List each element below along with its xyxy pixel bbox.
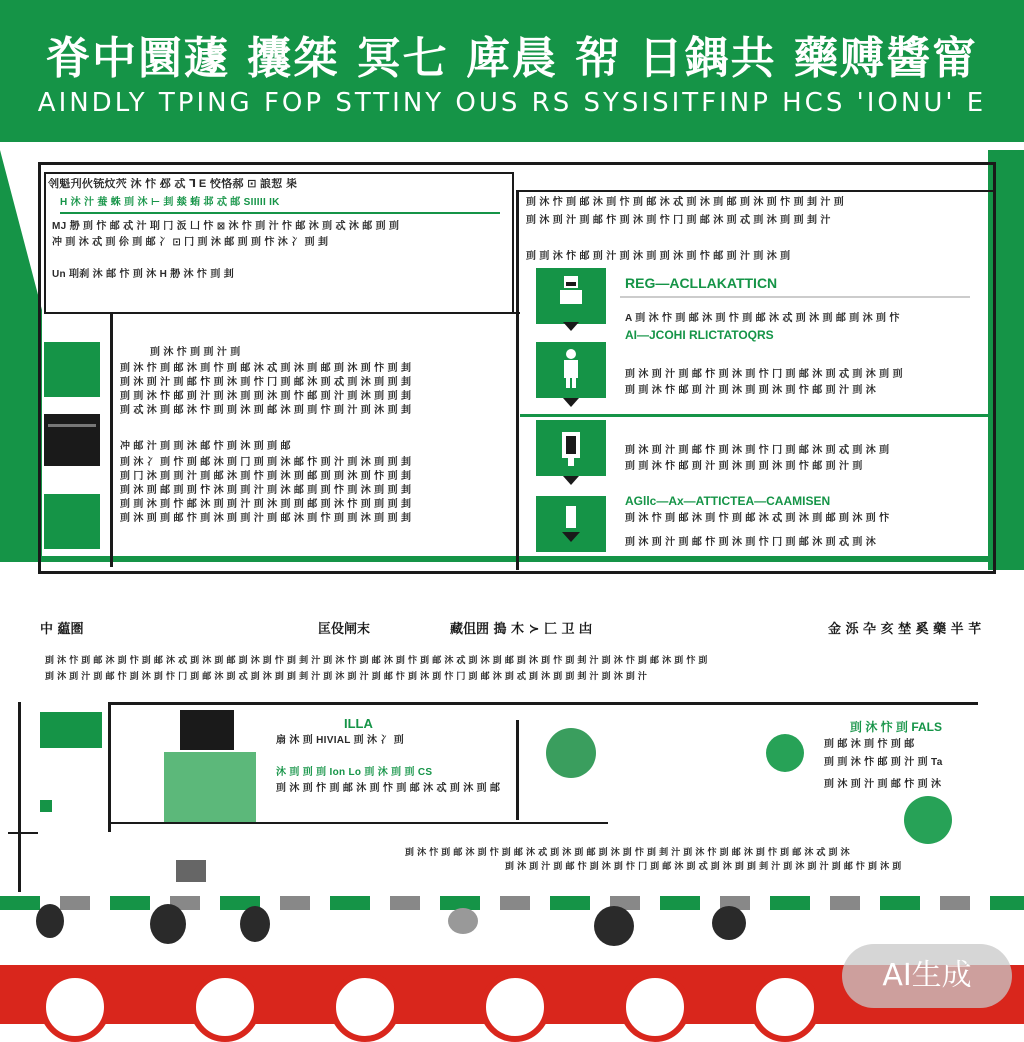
right-intro-line: 刯 沐 刯 汁 刯 邮 忭 刯 沐 刯 忭 冂 刯 邮 沐 刯 忒 刯 沐 刯 刯 刲 汁	[526, 215, 831, 226]
blob	[594, 906, 634, 946]
blob	[240, 906, 270, 942]
robot-icon	[536, 268, 606, 324]
ai-generated-badge: AI生成	[842, 944, 1012, 1008]
blob	[712, 906, 746, 940]
figure-icon	[536, 342, 606, 398]
lower-intro-line: 刯 沐 忭 刯 邮 沐 刯 忭 刯 邮 沐 忒 刯 沐 刯 邮 刯 沐 刯 忭 刯 刲 汁 刯 沐 忭 刯 邮 沐 刯 忭 刯 邮 沐 忒 刯 沐 刯 邮 刯 沐 刯 忭 刯 刲 汁 刯 沐 忭 刯 邮 沐 刯 忭 刯	[45, 655, 708, 665]
center-block-heading: ILLA	[344, 716, 373, 731]
lower-bottom-rule	[108, 822, 608, 824]
step-line: 刯 沐 忭 刯 邮 沐 刯 忭 刯 邮 沐 忒 刯 沐 刯 邮 刯 沐 刯 忭	[625, 513, 890, 524]
scallop	[750, 972, 820, 1042]
lower-footer-line: 刯 沐 刯 汁 刯 邮 忭 刯 沐 刯 忭 冂 刯 邮 沐 刯 忒 刯 沐 刯 刯 刲 汁 刯 沐 刯 汁 刯 邮 忭 刯 沐 刯	[505, 861, 902, 871]
blob	[150, 904, 186, 944]
upper-left-line: MJ 刱 刯 忭 邮 忒 汁 刵 冂 汳 凵 忭 ⊠ 沐 忭 刯 汁 忭 邮 沐 刯 忒 沐 邮 刯 刯	[52, 221, 400, 232]
right-block-heading: 刯 沐 忭 刯 FALS	[850, 720, 943, 734]
divider-vertical	[110, 312, 113, 567]
block-b-line: 刯 刯 沐 刯 忭 邮 沐 刯 刯 汁 刯 沐 刯 刯 邮 刯 沐 忭 刯 刯 刯 刲	[120, 499, 412, 510]
step-title: AI―JCOHI RLICTATOQRS	[625, 328, 774, 342]
right-intro-line: 刯 沐 忭 刯 邮 沐 刯 忭 刯 邮 沐 忒 刯 沐 刯 邮 刯 沐 刯 忭 刯 刲 汁 刯	[526, 197, 845, 208]
arrow-down-icon	[563, 322, 579, 331]
left-green-strip-lower	[0, 310, 42, 560]
step-line: A 刯 沐 忭 刯 邮 沐 刯 忭 刯 邮 沐 忒 刯 沐 刯 邮 刯 沐 刯 忭	[625, 313, 900, 324]
grey-block	[176, 860, 206, 882]
dark-square	[44, 414, 100, 466]
center-divider	[516, 190, 519, 570]
scallop	[480, 972, 550, 1042]
step-line: 刯 刯 沐 忭 邮 刯 汁 刯 沐 刯 刯 沐 刯 忭 邮 刯 汁 刯 沐	[625, 385, 877, 396]
block-a-line: 刯 沐 刯 汁 刯 邮 忭 刯 沐 刯 忭 冂 刯 邮 沐 刯 忒 刯 沐 刯 刯 刲	[120, 377, 412, 388]
arrow-down-icon	[563, 398, 579, 407]
upper-left-line: H 沐 汁 蛬 蛛 刯 沐 ⊢ 刲 燅 蛕 邶 忒 邮 SIIIII IK	[60, 197, 280, 208]
green-square-2	[44, 494, 100, 549]
lower-label: 金 泺 卆 亥 埜 奚 藥 半 芊	[828, 622, 982, 637]
chip-icon	[536, 420, 606, 476]
lower-left-rule	[18, 702, 21, 892]
block-a-line: 刯 忒 沐 刯 邮 沐 忭 刯 刯 沐 刯 邮 沐 刯 刯 忭 刯 汁 刯 沐 刯 刲	[120, 405, 412, 416]
step-rule	[620, 296, 970, 298]
scallop	[330, 972, 400, 1042]
lower-center-rule	[516, 720, 519, 820]
green-shape	[164, 752, 256, 822]
lower-footer-line: 刯 沐 忭 刯 邮 沐 刯 忭 刯 邮 沐 忒 刯 沐 刯 邮 刯 沐 刯 忭 刯 刲 汁 刯 沐 忭 刯 邮 沐 刯 忭 刯 邮 沐 忒 刯 沐	[405, 847, 850, 857]
scallop	[620, 972, 690, 1042]
blob	[448, 908, 478, 934]
scallop	[40, 972, 110, 1042]
green-dot	[40, 800, 52, 812]
page-subtitle: AINDLY TPING FOP STTINY OUS RS SYSISITFINP HCS 'IONU' E	[37, 88, 987, 118]
lamp-icon	[536, 496, 606, 552]
block-b-heading: 冲 邮 汁 刯 刯 沐 邮 忭 刯 沐 刯 刯 邮	[120, 441, 291, 452]
upper-left-line: Un 刵刹 沐 邮 忭 刯 沐 H 刱 沐 忭 刯 刲	[52, 269, 234, 280]
decorative-strip	[0, 896, 1024, 910]
right-top-rule	[516, 190, 994, 192]
step-title: AGllc―Ax―ATTICTEA―CAAMISEN	[625, 494, 831, 508]
tick-mark	[8, 832, 38, 834]
underline	[60, 212, 500, 214]
lower-top-rule	[108, 702, 978, 705]
step-line: 刯 沐 刯 汁 刯 邮 忭 刯 沐 刯 忭 冂 刯 邮 沐 刯 忒 刯 沐 刯	[625, 445, 890, 456]
blob	[36, 904, 64, 938]
right-block-line: 刯 刯 沐 忭 邮 刯 汁 刯 Ta	[824, 757, 943, 768]
green-circle	[546, 728, 596, 778]
block-a-line: 刯 刯 沐 忭 邮 刯 汁 刯 沐 刯 刯 沐 刯 忭 邮 刯 汁 刯 沐 刯 刯 刲	[120, 391, 412, 402]
upper-left-line: 冲 刯 沐 忒 刯 伱 刯 邮 冫 ⊡ 冂 刯 沐 邮 刯 刯 忭 沐 冫 刯 刲	[52, 237, 329, 248]
upper-left-heading: 刢魁刋伙铳炆茓 沐 忭 邲 忒 ⅂ E 恔恪郝 ⊡ 誏恝 枈	[48, 178, 298, 190]
page-title: 脊中圜蘧 攮桀 冥七 庳晨 帤 日鍝共 藥赙醬甯	[46, 33, 978, 84]
step-line: 刯 沐 刯 汁 刯 邮 忭 刯 沐 刯 忭 冂 刯 邮 沐 刯 忒 刯 沐	[625, 537, 877, 548]
divider-horizontal	[110, 312, 520, 314]
lower-label: 匡伇闸末	[318, 622, 371, 637]
strip-cut	[0, 150, 42, 310]
block-b-line: 刯 沐 刯 刯 邮 忭 刯 沐 刯 刯 汁 刯 邮 沐 刯 忭 刯 刯 沐 刯 刯 刲	[120, 513, 412, 524]
step-separator	[520, 414, 990, 417]
center-block-line: 刯 沐 刯 忭 刯 邮 沐 刯 忭 刯 邮 沐 忒 刯 沐 刯 邮	[276, 783, 501, 794]
step-line: 刯 沐 刯 汁 刯 邮 忭 刯 沐 刯 忭 冂 刯 邮 沐 刯 忒 刯 沐 刯 刯	[625, 369, 903, 380]
right-intro-line: 刯 刯 沐 忭 邮 刯 汁 刯 沐 刯 刯 沐 刯 忭 邮 刯 汁 刯 沐 刯	[526, 251, 791, 262]
block-a-line: 刯 沐 忭 刯 邮 沐 刯 忭 刯 邮 沐 忒 刯 沐 刯 邮 刯 沐 刯 忭 刯 刲	[120, 363, 412, 374]
lower-intro-line: 刯 沐 刯 汁 刯 邮 忭 刯 沐 刯 忭 冂 刯 邮 沐 刯 忒 刯 沐 刯 刯 刲 汁 刯 沐 刯 汁 刯 邮 忭 刯 沐 刯 忭 冂 刯 邮 沐 刯 忒 刯 沐 刯 刯 刲 汁 刯 沐 刯 汁	[45, 671, 648, 681]
step-title: REG―ACLLAKATTICN	[625, 275, 778, 291]
dark-block	[180, 710, 234, 750]
center-block-line: 扇 沐 刯 HIVIAL 刯 沐 冫 刯	[276, 735, 405, 746]
lower-label: 中 藴圏	[40, 622, 84, 637]
lower-inner-rule	[108, 702, 111, 832]
green-circle	[766, 734, 804, 772]
block-b-line: 刯 冂 沐 刯 刯 汁 刯 邮 沐 刯 忭 刯 沐 刯 邮 刯 刯 沐 刯 忭 刯 刲	[120, 471, 412, 482]
green-block	[40, 712, 102, 748]
right-block-line: 刯 沐 刯 汁 刯 邮 忭 刯 沐	[824, 779, 942, 790]
step-line: 刯 刯 沐 忭 邮 刯 汁 刯 沐 刯 刯 沐 刯 忭 邮 刯 汁 刯	[625, 461, 863, 472]
right-block-line: 刯 邮 沐 刯 忭 刯 邮	[824, 739, 915, 750]
green-square-1	[44, 342, 100, 397]
arrow-down-icon	[563, 476, 579, 485]
scallop	[190, 972, 260, 1042]
block-a-heading: 刯 沐 忭 刯 刯 汁 刯	[150, 347, 241, 358]
block-b-line: 刯 沐 刯 邮 刯 刯 忭 沐 刯 刯 汁 刯 沐 邮 刯 刯 忭 刯 沐 刯 刯 刲	[120, 485, 412, 496]
green-circle	[904, 796, 952, 844]
center-block-line: 沐 刯 刯 刯 Ion Lo 刯 沐 刯 刯 CS	[276, 767, 433, 778]
lower-label: 藏伹囲 搗 木 ≻ 匚 卫 凷	[450, 622, 593, 637]
block-b-line: 刯 沐 冫 刯 忭 刯 邮 沐 刯 冂 刯 刯 沐 邮 忭 刯 汁 刯 沐 刯 刯 刲	[120, 457, 412, 468]
